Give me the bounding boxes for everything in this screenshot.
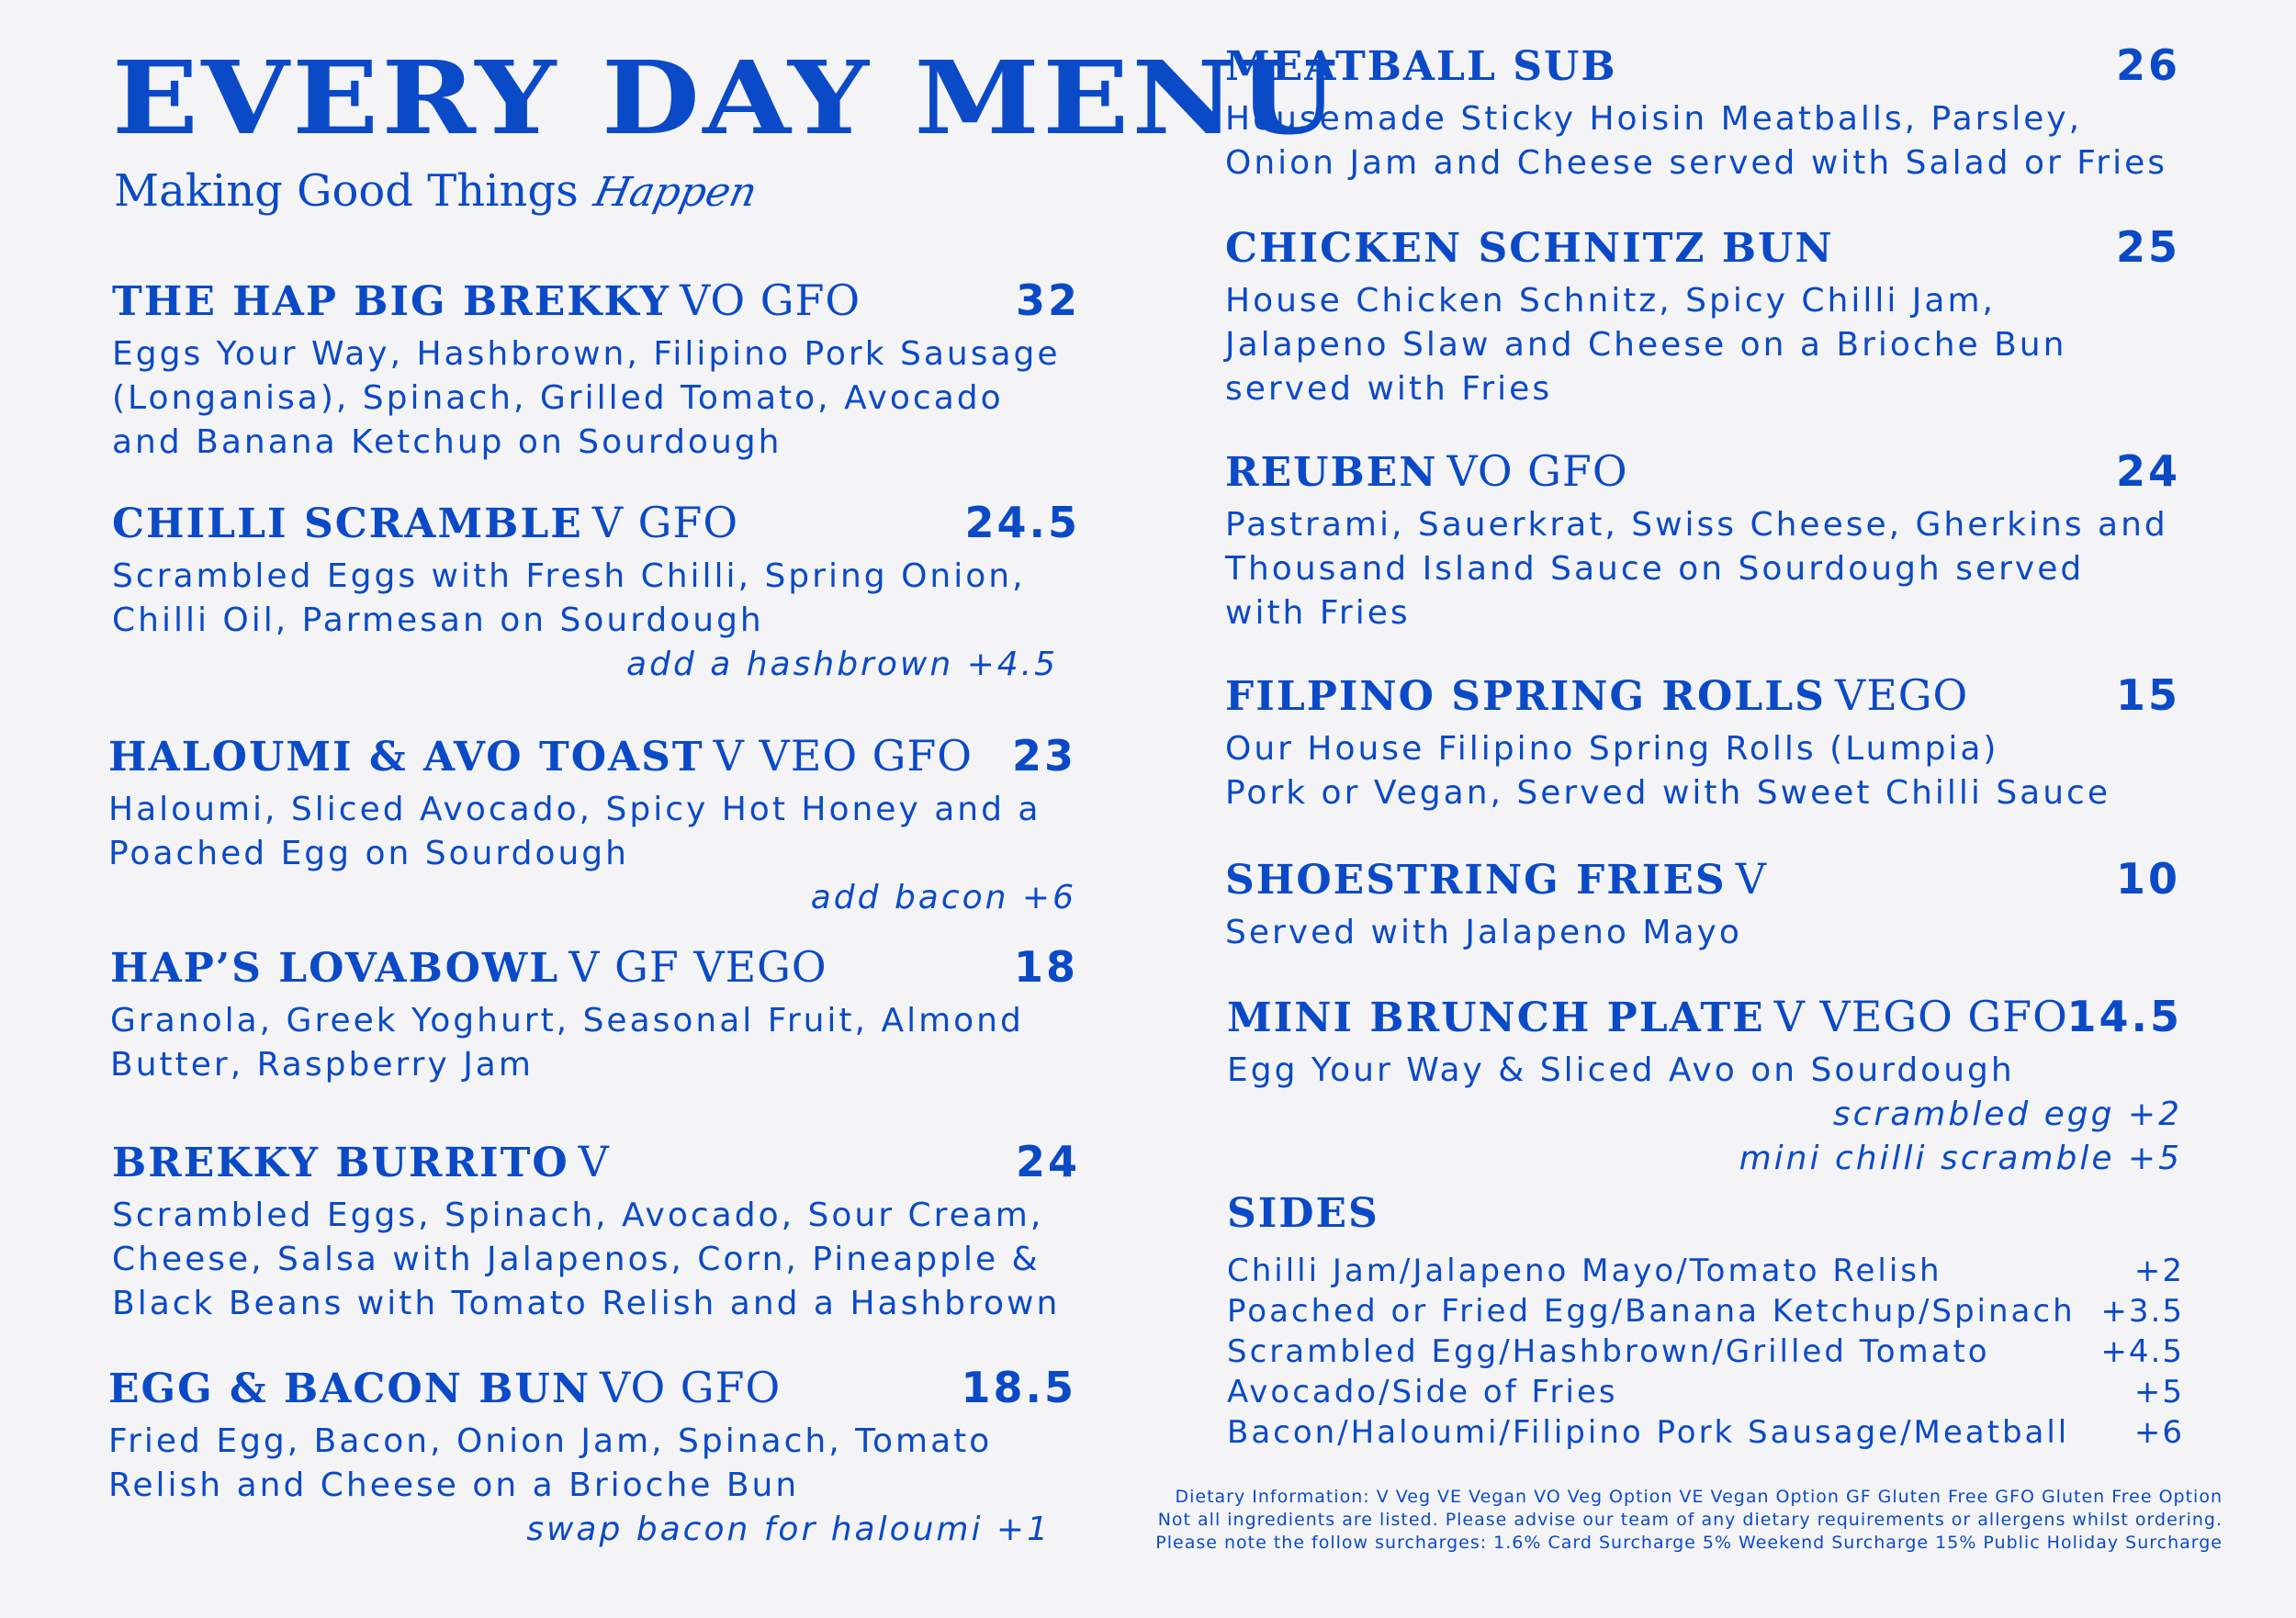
item-price: 18: [1013, 942, 1078, 992]
item-price: 18.5: [961, 1363, 1076, 1412]
desc-line: with Fries: [1225, 594, 1411, 632]
item-dietary-tags: V VEO GFO: [713, 731, 974, 781]
side-price: +4.5: [2100, 1333, 2184, 1370]
item-name: REUBEN: [1225, 449, 1438, 496]
desc-line: Fried Egg, Bacon, Onion Jam, Spinach, Tomato: [108, 1422, 993, 1460]
dietary-notes: [1102, 1486, 2223, 1555]
side-price: +6: [2133, 1414, 2184, 1451]
side-row: [1227, 1293, 2184, 1333]
desc-line: Onion Jam and Cheese served with Salad or Fries: [1225, 144, 2168, 182]
item-description: [108, 788, 1076, 876]
desc-line: Pork or Vegan, Served with Sweet Chilli Sauce: [1225, 774, 2111, 812]
item-price: 10: [2115, 854, 2180, 904]
item-addon: mini chilli scramble +5: [1739, 1140, 2182, 1177]
item-dietary-tags: VO GFO: [600, 1363, 782, 1412]
side-price: +3.5: [2100, 1293, 2184, 1330]
item-description: [1225, 727, 2180, 815]
desc-line: Egg Your Way & Sliced Avo on Sourdough: [1227, 1051, 2015, 1089]
desc-line: Cheese, Salsa with Jalapenos, Corn, Pineapple &: [112, 1241, 1041, 1278]
desc-line: Scrambled Eggs with Fresh Chilli, Spring Onion,: [112, 557, 1026, 595]
side-row: [1227, 1333, 2184, 1374]
desc-line: and Banana Ketchup on Sourdough: [112, 423, 782, 461]
item-price: 14.5: [2066, 992, 2182, 1041]
item-name: THE HAP BIG BREKKY: [112, 278, 670, 325]
item-dietary-tags: V GFO: [591, 498, 739, 547]
side-row: [1227, 1414, 2184, 1455]
side-price: +5: [2133, 1374, 2184, 1410]
item-price: 25: [2115, 222, 2180, 272]
desc-line: Black Beans with Tomato Relish and a Hashbrown: [112, 1285, 1061, 1322]
item-description: [1225, 97, 2180, 185]
side-label: Poached or Fried Egg/Banana Ketchup/Spinach: [1227, 1293, 2076, 1330]
item-name: MINI BRUNCH PLATE: [1227, 994, 1765, 1041]
side-row: [1227, 1374, 2184, 1414]
item-dietary-tags: V: [1735, 854, 1767, 904]
side-label: Bacon/Haloumi/Filipino Pork Sausage/Meatball: [1227, 1414, 2070, 1451]
note-line: Please note the follow surcharges: 1.6% Card Surcharge 5% Weekend Surcharge 15% Public Holiday Surcharge: [1155, 1533, 2223, 1553]
desc-line: Housemade Sticky Hoisin Meatballs, Parsley,: [1225, 100, 2083, 138]
item-price: 24: [1015, 1137, 1080, 1186]
menu-item-filipino-spring-rolls: [1225, 670, 2180, 815]
item-name: HALOUMI & AVO TOAST: [108, 734, 704, 781]
note-line: Not all ingredients are listed. Please advise our team of any dietary requirements or allergens whilst ordering.: [1157, 1510, 2223, 1530]
side-label: Avocado/Side of Fries: [1227, 1374, 1618, 1410]
menu-item-mini-brunch-plate: [1227, 992, 2182, 1181]
menu-item-egg-bacon-bun: [108, 1363, 1076, 1552]
desc-line: Pastrami, Sauerkrat, Swiss Cheese, Gherkins and: [1225, 506, 2168, 544]
note-line: Dietary Information: V Veg VE Vegan VO Veg Option VE Vegan Option GF Gluten Free GFO Gluten Free Option: [1175, 1487, 2223, 1507]
sides-heading: SIDES: [1227, 1190, 1379, 1237]
desc-line: House Chicken Schnitz, Spicy Chilli Jam,: [1225, 282, 1996, 320]
item-description: [1227, 1049, 2182, 1093]
desc-line: Jalapeno Slaw and Cheese on a Brioche Bun: [1225, 326, 2067, 364]
tagline-text: Making Good Things: [114, 165, 579, 217]
item-name: BREKKY BURRITO: [112, 1140, 569, 1186]
item-dietary-tags: VO GFO: [679, 275, 861, 325]
item-price: 24: [2115, 446, 2180, 496]
item-dietary-tags: V GF VEGO: [568, 942, 827, 992]
desc-line: Granola, Greek Yoghurt, Seasonal Fruit, Almond: [110, 1002, 1024, 1039]
desc-line: Chilli Oil, Parmesan on Sourdough: [112, 601, 764, 639]
item-addon: swap bacon for haloumi +1: [526, 1511, 1051, 1548]
item-name: HAP’S LOVABOWL: [110, 945, 560, 992]
menu-item-meatball-sub: [1225, 40, 2180, 185]
item-addon: add a hashbrown +4.5: [626, 646, 1058, 683]
item-description: [112, 555, 1080, 643]
menu-item-chicken-schnitz-bun: [1225, 222, 2180, 411]
desc-line: Thousand Island Sauce on Sourdough served: [1225, 550, 2085, 588]
desc-line: Eggs Your Way, Hashbrown, Filipino Pork Sausage: [112, 335, 1061, 373]
item-addon: scrambled egg +2: [1832, 1096, 2182, 1133]
side-label: Scrambled Egg/Hashbrown/Grilled Tomato: [1227, 1333, 1990, 1370]
desc-line: Poached Egg on Sourdough: [108, 835, 629, 872]
desc-line: served with Fries: [1225, 370, 1553, 408]
item-price: 23: [1011, 731, 1076, 781]
item-description: [112, 1194, 1080, 1326]
desc-line: Scrambled Eggs, Spinach, Avocado, Sour Cream,: [112, 1197, 1044, 1234]
item-name: FILPINO SPRING ROLLS: [1225, 673, 1826, 720]
side-row: [1227, 1253, 2184, 1293]
desc-line: Served with Jalapeno Mayo: [1225, 914, 1742, 951]
item-dietary-tags: VO GFO: [1446, 446, 1628, 496]
desc-line: (Longanisa), Spinach, Grilled Tomato, Avocado: [112, 379, 1004, 417]
item-price: 32: [1015, 275, 1080, 325]
item-name: MEATBALL SUB: [1225, 43, 1617, 90]
desc-line: Our House Filipino Spring Rolls (Lumpia): [1225, 730, 1999, 768]
item-description: [112, 332, 1080, 465]
item-price: 26: [2115, 40, 2180, 90]
item-dietary-tags: V: [578, 1137, 610, 1186]
item-description: [108, 1420, 1076, 1508]
item-name: EGG & BACON BUN: [108, 1365, 591, 1412]
desc-line: Haloumi, Sliced Avocado, Spicy Hot Honey and a: [108, 791, 1041, 828]
tagline-script: Happen: [590, 169, 761, 216]
item-description: [1225, 279, 2180, 411]
desc-line: Relish and Cheese on a Brioche Bun: [108, 1466, 800, 1504]
item-price: 15: [2115, 670, 2180, 720]
tagline: [114, 165, 761, 217]
menu-item-shoestring-fries: [1225, 854, 2180, 955]
side-label: Chilli Jam/Jalapeno Mayo/Tomato Relish: [1227, 1253, 1942, 1289]
item-name: SHOESTRING FRIES: [1225, 857, 1727, 904]
side-price: +2: [2133, 1253, 2184, 1289]
item-name: CHICKEN SCHNITZ BUN: [1225, 225, 1834, 272]
item-description: [110, 999, 1078, 1087]
desc-line: Butter, Raspberry Jam: [110, 1046, 534, 1084]
menu-item-reuben: [1225, 446, 2180, 635]
item-price: 24.5: [964, 498, 1080, 547]
item-addon: add bacon +6: [810, 879, 1076, 916]
menu-item-haps-lovabowl: [110, 942, 1078, 1087]
menu-item-chilli-scramble: [112, 498, 1080, 687]
menu-item-brekky-burrito: [112, 1137, 1080, 1326]
item-dietary-tags: V VEGO GFO: [1773, 992, 2068, 1041]
menu-item-haloumi-avo-toast: [108, 731, 1076, 920]
item-dietary-tags: VEGO: [1834, 670, 1969, 720]
item-description: [1225, 911, 2180, 955]
item-description: [1225, 503, 2180, 635]
item-name: CHILLI SCRAMBLE: [112, 500, 583, 547]
menu-item-hap-big-brekky: [112, 275, 1080, 465]
menu-title: EVERY DAY MENU: [112, 39, 1341, 157]
